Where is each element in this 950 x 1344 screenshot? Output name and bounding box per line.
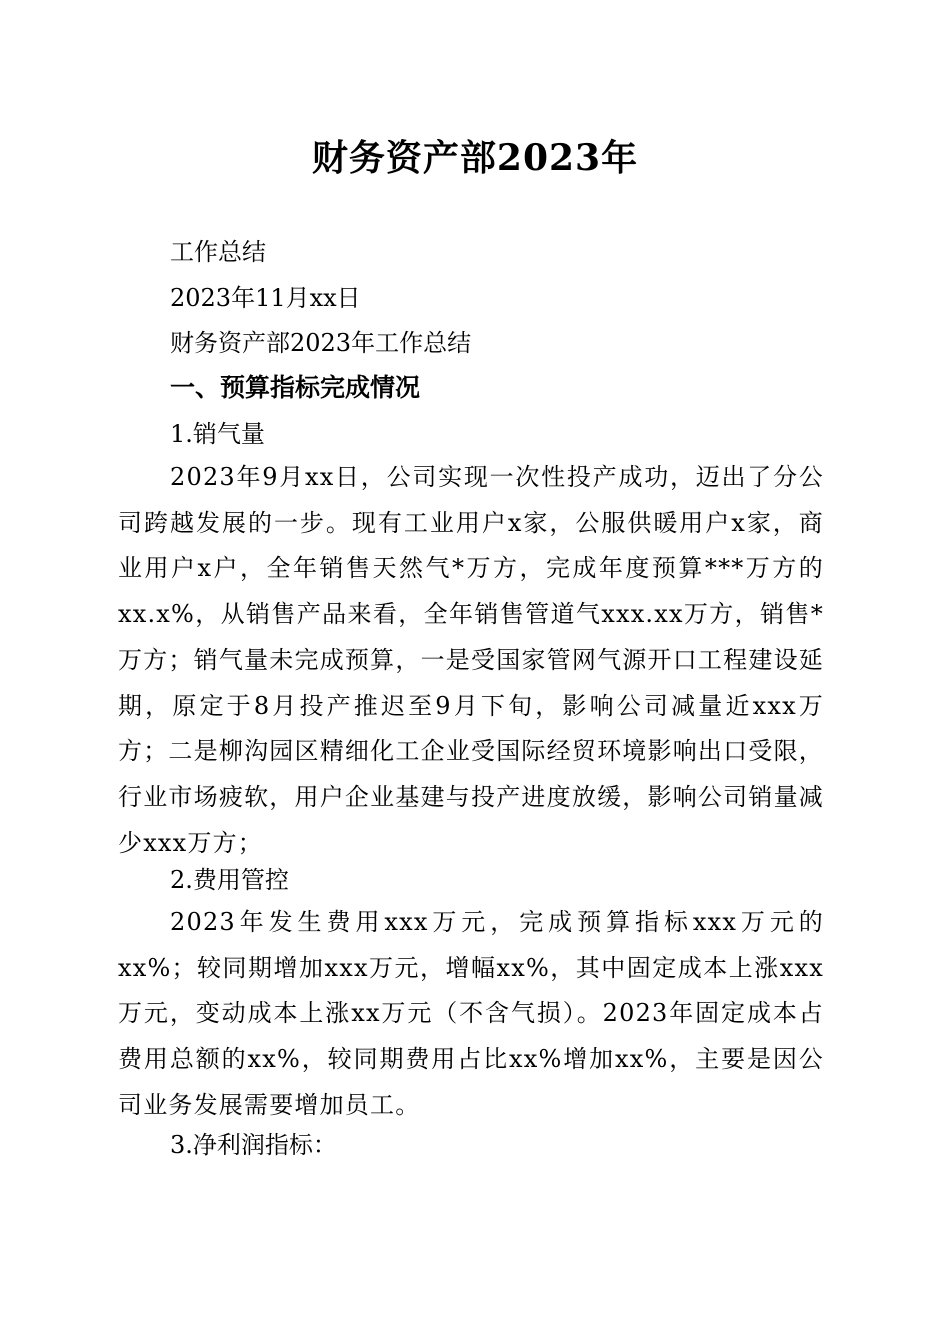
document-title: 财务资产部2023年 xyxy=(311,137,639,179)
item3-heading: 3.净利润指标： xyxy=(170,1131,337,1159)
item2-paragraph: 2023年发生费用xxx万元，完成预算指标xxx万元的xx%；较同期增加xxx万元，增幅xx%，其中固定成本上涨xxx万元，变动成本上涨xx万元（不含气损）。2023年固定成本占费用总额的xx%，较同期费用占比xx%增加xx%，主要是因公司业务发展需要增加员工。 xyxy=(118,908,824,1119)
section1-heading: 一、预算指标完成情况 xyxy=(170,373,421,402)
item1-paragraph: 2023年9月xx日，公司实现一次性投产成功，迈出了分公司跨越发展的一步。现有工业用户x家，公服供暖用户x家，商业用户x户，全年销售天然气*万方，完成年度预算***万方的xx.x%，从销售产品来看，全年销售管道气xxx.xx万方，销售*万方；销气量未完成预算，一是受国家管网气源开口工程建设延期，原定于8月投产推迟至9月下旬，影响公司减量近xxx万方；二是柳沟园区精细化工企业受国际经贸环境影响出口受限，行业市场疲软，用户企业基建与投产进度放缓，影响公司销量减少xxx万方； xyxy=(118,463,824,857)
date-line: 2023年11月xx日 xyxy=(170,284,361,312)
subtitle-line: 工作总结 xyxy=(170,238,266,266)
item1-heading: 1.销气量 xyxy=(170,420,265,448)
item2-heading: 2.费用管控 xyxy=(170,866,289,894)
header-line: 财务资产部2023年工作总结 xyxy=(170,329,472,357)
